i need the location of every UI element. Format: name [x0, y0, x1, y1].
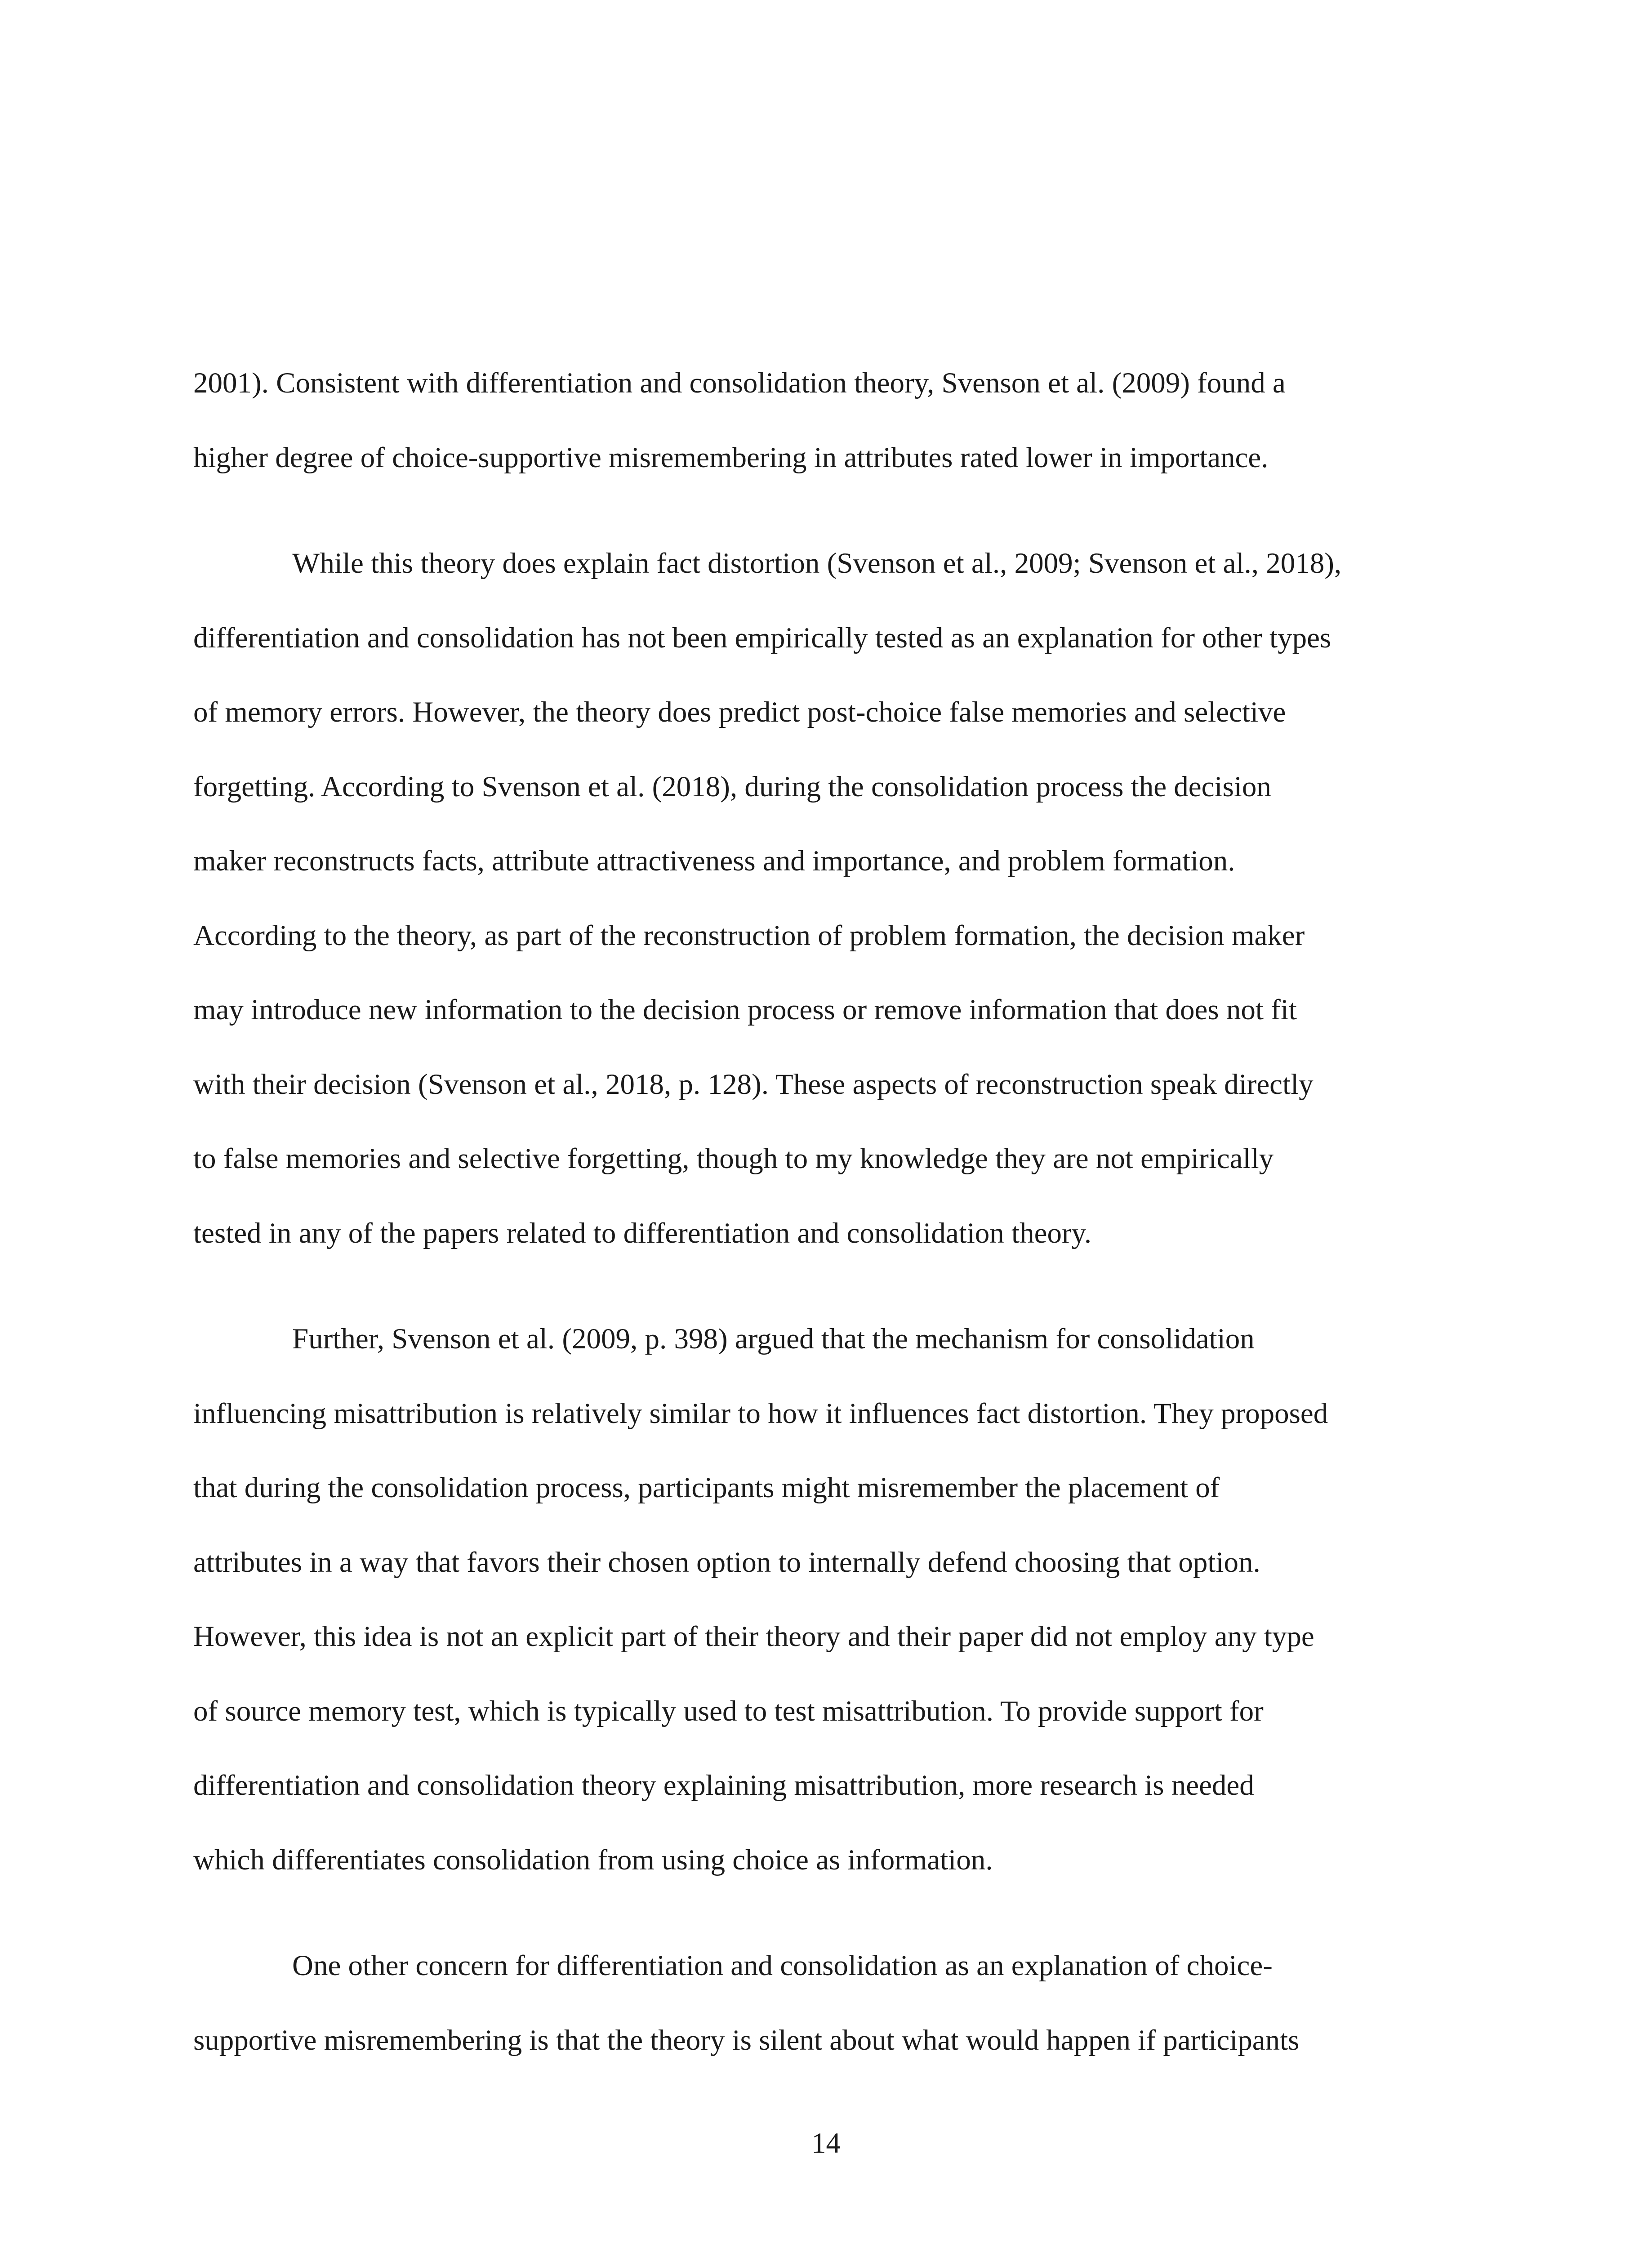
paragraph-3-line-1: Further, Svenson et al. (2009, p. 398) argued that the mechanism for consolidation — [292, 1323, 1255, 1355]
paragraph-2-line-9: to false memories and selective forgetting, though to my knowledge they are not empirically — [193, 1142, 1274, 1175]
paragraph-3-line-4: attributes in a way that favors their chosen option to internally defend choosing that option. — [193, 1546, 1260, 1579]
paragraph-2-line-10: tested in any of the papers related to differentiation and consolidation theory. — [193, 1217, 1092, 1249]
paragraph-2-line-1: While this theory does explain fact distortion (Svenson et al., 2009; Svenson et al., 2018), — [292, 547, 1342, 580]
paragraph-2-line-2: differentiation and consolidation has not been empirically tested as an explanation for other types — [193, 621, 1331, 654]
paragraph-3-line-5: However, this idea is not an explicit part of their theory and their paper did not employ any type — [193, 1620, 1314, 1653]
paragraph-4-line-2: supportive misremembering is that the theory is silent about what would happen if participants — [193, 2024, 1300, 2056]
paragraph-3-line-3: that during the consolidation process, participants might misremember the placement of — [193, 1472, 1220, 1504]
paragraph-3-line-7: differentiation and consolidation theory explaining misattribution, more research is needed — [193, 1769, 1254, 1802]
paragraph-3-line-8: which differentiates consolidation from using choice as information. — [193, 1843, 993, 1876]
paragraph-2-line-5: maker reconstructs facts, attribute attractiveness and importance, and problem formation. — [193, 845, 1235, 877]
paragraph-3-line-2: influencing misattribution is relatively similar to how it influences fact distortion. They proposed — [193, 1397, 1328, 1430]
paragraph-1-line-1: 2001). Consistent with differentiation and consolidation theory, Svenson et al. (2009) found a — [193, 367, 1286, 399]
paragraph-1-line-2: higher degree of choice-supportive misremembering in attributes rated lower in importance. — [193, 441, 1269, 474]
page-number: 14 — [811, 2127, 841, 2159]
paragraph-3-line-6: of source memory test, which is typically used to test misattribution. To provide support for — [193, 1695, 1264, 1727]
paragraph-4-line-1: One other concern for differentiation and consolidation as an explanation of choice- — [292, 1949, 1273, 1982]
paragraph-2-line-7: may introduce new information to the decision process or remove information that does not fit — [193, 994, 1297, 1026]
paragraph-2-line-4: forgetting. According to Svenson et al. (2018), during the consolidation process the decision — [193, 770, 1271, 803]
paragraph-2-line-3: of memory errors. However, the theory does predict post-choice false memories and selective — [193, 696, 1286, 728]
paragraph-2-line-6: According to the theory, as part of the reconstruction of problem formation, the decision maker — [193, 919, 1305, 952]
paragraph-2-line-8: with their decision (Svenson et al., 2018, p. 128). These aspects of reconstruction speak directly — [193, 1068, 1314, 1101]
